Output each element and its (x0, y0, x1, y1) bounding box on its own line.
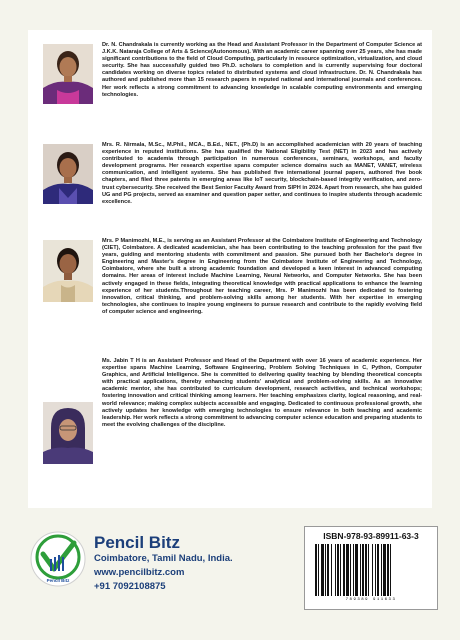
barcode-bar (331, 544, 332, 596)
barcode-bar (321, 544, 324, 596)
isbn-label: ISBN-978-93-89911-63-3 (323, 531, 419, 541)
logo-caption: Pencil Bitz (46, 578, 70, 583)
author-bio-text: Dr. N. Chandrakala is currently working as the Head and Assistant Professor in the Department of Computer Science at J.K.K. Nataraja College of Arts & Science(Autonomous). With an academic career spanning over 25 years, she has made significant contributions to the field of Cloud Computing, particularly in resource optimization, virtualization, and cloud security. She has successfully guided two Ph.D. scholars to completion and is currently supervising four doctoral candidates working on diverse topics related to distributed systems and cloud infrastructure. Dr. N. Chandrakala has authored and published more than 15 research papers in reputed national and international journals and conferences. Her work reflects a strong commitment to advancing knowledge in scalable computing environments and emerging technologies. (102, 42, 422, 98)
barcode-bar (335, 544, 336, 596)
author-bio-nirmala (38, 142, 426, 234)
barcode-bar (368, 544, 369, 596)
publisher-location: Coimbatore, Tamil Nadu, India. (94, 553, 233, 564)
author-bio-text: Ms. Jabin T H is an Assistant Professor and Head of the Department with over 16 years of academic experience. Her expertise spans Machine Learning, Software Engineering, Problem Solving Techniques in C, Python, Computer Graphics, and Artificial Intelligence. She is committed to delivering quality teaching by blending theoretical concepts with practical applications, thereby enhancing students' analytical and problem-solving skills. As an innovative academic mentor, she has contributed to curriculum development, research activities, and technical workshops; fostering innovation and critical thinking among learners. Her teaching emphasizes clarity, logical reasoning, and real-world relevance; making complex subjects accessible and engaging. Dedicated to continuous professional growth, she actively updates her knowledge with emerging technologies to ensure relevance in both teaching and academic leadership. Her work reflects a strong commitment to advancing computer science education and preparing students to meet the evolving challenges of the discipline. (102, 358, 422, 428)
barcode-bar (346, 544, 349, 596)
author-bio-manimozhi (38, 238, 426, 358)
barcode-bar (327, 544, 329, 596)
author-photo-chandrakala (43, 44, 93, 104)
author-bio-text: Mrs. P Manimozhi, M.E., is serving as an Assistant Professor at the Coimbatore Institute of Engineering and Technology (CIET), Coimbatore. A dedicated academician, she has been contributing to the teaching profession for the past five years, guiding and mentoring students with commitment and passion. She pursued both her Bachelor's degree in Engineering and Master's degree in Engineering from the Coimbatore Institute of Engineering and Technology, Coimbatore, where she built a strong academic foundation and developed a keen interest in advanced computing domains. Her areas of interest include Machine Learning, Neural Networks, and Computer Networks. She has been actively engaged in these fields, integrating theoretical knowledge with practical applications to enhance the learning experience of her students.Throughout her teaching career, Mrs. P Manimozhi has been dedicated to fostering innovation, critical thinking, and problem-solving skills among her students. With her expertise in emerging technologies, she continues to inspire young engineers to pursue research and contribute to the rapidly evolving field of computer science and engineering. (102, 238, 422, 315)
publisher-phone: +91 7092108875 (94, 581, 166, 592)
barcode-bar (350, 544, 351, 596)
pencil-bitz-logo (30, 531, 86, 587)
barcode-bar (387, 544, 389, 596)
barcode-bar (325, 544, 326, 596)
author-photo-manimozhi (43, 240, 93, 302)
isbn-barcode (313, 544, 429, 598)
author-photo-jabin (43, 402, 93, 464)
publisher-name: Pencil Bitz (94, 533, 180, 552)
barcode-bar (318, 544, 319, 596)
barcode-bar (315, 544, 317, 596)
isbn-barcode-digits: 789389 911633 (345, 598, 397, 602)
isbn-barcode-box (304, 526, 438, 610)
barcode-bar (372, 544, 373, 596)
author-bio-jabin (38, 358, 426, 500)
barcode-bar (390, 544, 391, 596)
barcode-bar (353, 544, 354, 596)
barcode-bar (343, 544, 345, 596)
barcode-bar (381, 544, 382, 596)
publisher-footer (0, 512, 460, 640)
publisher-website: www.pencilbitz.com (94, 567, 185, 578)
barcode-bar (375, 544, 376, 596)
author-bio-text: Mrs. R. Nirmala, M.Sc., M.Phil., MCA., B.Ed., NET., (Ph.D) is an accomplished academician with 20 years of teaching experience in reputed institutions. She has qualified the National Eligibility Test (NET) in 2023 and has actively contributed to academia through participation in numerous conferences, seminars, workshops, and faculty development programs. Her research expertise spans computer science domains such as MANET, VANET, wireless communication, and intelligent systems. She has published five international journal papers, authored five book chapters, and filed three patents in emerging areas like IoT security, blockchain-based integrity verification, and zero-trust cybersecurity. She received the Best Senior Faculty Award from SIPH in 2024. Apart from research, she has guided UG and PG projects, served as examiner and question paper setter, and continues to inspire students through academic excellence. (102, 142, 422, 205)
author-photo-nirmala (43, 144, 93, 204)
author-bios-panel (28, 30, 432, 508)
author-bio-chandrakala (38, 42, 426, 134)
barcode-bar (340, 544, 341, 596)
barcode-bar (362, 544, 364, 596)
barcode-bar (365, 544, 367, 596)
barcode-bar (360, 544, 361, 596)
barcode-bar (355, 544, 358, 596)
barcode-bar (377, 544, 379, 596)
barcode-bar (337, 544, 339, 596)
barcode-bar (383, 544, 386, 596)
